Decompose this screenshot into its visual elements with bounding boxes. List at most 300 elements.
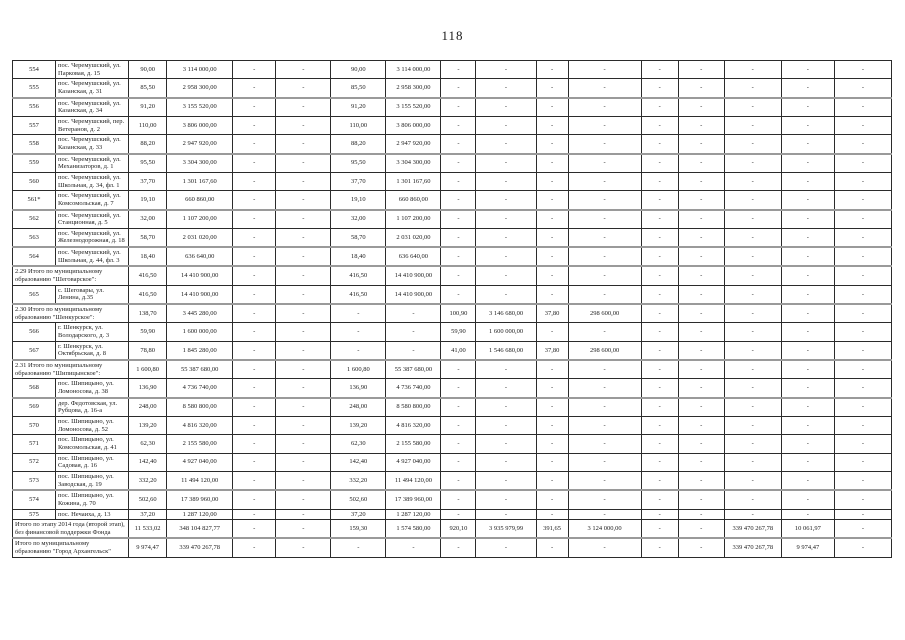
value-cell: - (276, 416, 331, 434)
value-cell: - (568, 379, 641, 398)
value-cell: - (834, 520, 891, 539)
value-cell: - (781, 416, 834, 434)
address-cell: пос. Черемушский, ул. Железнодорожная, д. 18 (56, 228, 129, 247)
value-cell: - (678, 509, 724, 520)
value-cell: - (678, 520, 724, 539)
value-cell: 19,10 (129, 191, 167, 210)
value-cell: 636 640,00 (167, 247, 233, 266)
value-cell: 136,90 (129, 379, 167, 398)
value-cell: - (568, 61, 641, 79)
value-cell: - (536, 116, 568, 134)
value-cell: - (781, 379, 834, 398)
value-cell: 85,50 (129, 79, 167, 98)
value-cell: - (781, 266, 834, 285)
value-cell: - (568, 435, 641, 453)
value-cell: - (233, 154, 276, 173)
table-row (13, 210, 892, 229)
value-cell: - (641, 285, 678, 304)
value-cell: - (233, 398, 276, 417)
value-cell: - (276, 341, 331, 360)
value-cell: - (641, 61, 678, 79)
value-cell: - (233, 98, 276, 117)
value-cell: - (441, 453, 476, 471)
value-cell: - (441, 416, 476, 434)
value-cell: 3 806 000,00 (167, 116, 233, 134)
value-cell: - (276, 304, 331, 323)
row-number-cell: 571 (13, 435, 56, 453)
value-cell: 142,40 (129, 453, 167, 471)
value-cell: 391,65 (536, 520, 568, 539)
value-cell: 2 947 920,00 (167, 135, 233, 154)
value-cell: - (678, 435, 724, 453)
value-cell: - (276, 323, 331, 341)
row-number-cell: 554 (13, 61, 56, 79)
value-cell: 58,70 (129, 228, 167, 247)
value-cell: - (276, 538, 331, 557)
value-cell: 90,00 (129, 61, 167, 79)
value-cell: - (834, 398, 891, 417)
value-cell: - (233, 285, 276, 304)
value-cell: 502,60 (331, 490, 386, 509)
value-cell: 8 580 800,00 (167, 398, 233, 417)
value-cell: - (476, 79, 536, 98)
value-cell: - (641, 490, 678, 509)
value-cell: - (781, 228, 834, 247)
value-cell: 1 845 280,00 (167, 341, 233, 360)
value-cell: - (641, 191, 678, 210)
value-cell: 17 389 960,00 (167, 490, 233, 509)
value-cell: 17 389 960,00 (386, 490, 441, 509)
address-cell: пос. Черемушский, ул. Парковая, д. 15 (56, 61, 129, 79)
table-row (13, 98, 892, 117)
value-cell: - (276, 435, 331, 453)
value-cell: 3 124 000,00 (568, 520, 641, 539)
value-cell: - (834, 435, 891, 453)
value-cell: 19,10 (331, 191, 386, 210)
page-number: 118 (441, 28, 464, 43)
value-cell: - (678, 116, 724, 134)
value-cell: - (678, 323, 724, 341)
value-cell: - (441, 210, 476, 229)
value-cell: - (678, 538, 724, 557)
value-cell: - (678, 191, 724, 210)
value-cell: 59,90 (441, 323, 476, 341)
value-cell: - (724, 61, 781, 79)
value-cell: 62,30 (331, 435, 386, 453)
value-cell: - (276, 285, 331, 304)
value-cell: - (641, 135, 678, 154)
value-cell: - (233, 360, 276, 379)
value-cell: - (536, 172, 568, 190)
table-row (13, 490, 892, 509)
value-cell: - (386, 304, 441, 323)
value-cell: - (276, 210, 331, 229)
value-cell: 85,50 (331, 79, 386, 98)
address-cell: с. Шеговары, ул. Ленина, д.35 (56, 285, 129, 304)
value-cell: - (476, 266, 536, 285)
value-cell: 1 600 000,00 (476, 323, 536, 341)
address-cell: пос. Шипицыно, ул. Заводская, д. 19 (56, 471, 129, 490)
value-cell: - (536, 247, 568, 266)
value-cell: - (386, 341, 441, 360)
value-cell: - (476, 172, 536, 190)
value-cell: - (724, 154, 781, 173)
value-cell: - (536, 285, 568, 304)
value-cell: - (233, 191, 276, 210)
value-cell: - (724, 453, 781, 471)
summary-label-cell: 2.30 Итого по муниципальному образованию "Шенкурское": (13, 304, 129, 323)
value-cell: - (678, 266, 724, 285)
value-cell: - (476, 247, 536, 266)
value-cell: - (536, 61, 568, 79)
value-cell: 11 494 120,00 (386, 471, 441, 490)
value-cell: 3 146 680,00 (476, 304, 536, 323)
value-cell: - (276, 266, 331, 285)
address-cell: пос. Черемушский, ул. Школьная, д. 44, фл. 3 (56, 247, 129, 266)
value-cell: - (781, 435, 834, 453)
value-cell: - (781, 471, 834, 490)
value-cell: - (678, 135, 724, 154)
value-cell: - (568, 509, 641, 520)
value-cell: - (441, 228, 476, 247)
address-cell: пос. Черемушский, пер. Ветеранов, д. 2 (56, 116, 129, 134)
value-cell: - (276, 490, 331, 509)
value-cell: - (781, 304, 834, 323)
value-cell: - (536, 323, 568, 341)
row-number-cell: 557 (13, 116, 56, 134)
value-cell: - (233, 453, 276, 471)
value-cell: - (678, 453, 724, 471)
value-cell: 1 600 000,00 (167, 323, 233, 341)
value-cell: - (781, 154, 834, 173)
value-cell: - (536, 490, 568, 509)
value-cell: - (724, 116, 781, 134)
value-cell: 1 600,80 (331, 360, 386, 379)
value-cell: - (641, 538, 678, 557)
value-cell: - (781, 341, 834, 360)
value-cell: - (568, 398, 641, 417)
summary-row (13, 538, 892, 557)
value-cell: - (568, 323, 641, 341)
value-cell: - (781, 453, 834, 471)
value-cell: - (331, 323, 386, 341)
table-row (13, 79, 892, 98)
value-cell: - (641, 471, 678, 490)
value-cell: - (641, 304, 678, 323)
value-cell: - (476, 538, 536, 557)
value-cell: 660 860,00 (386, 191, 441, 210)
table-row (13, 323, 892, 341)
row-number-cell: 559 (13, 154, 56, 173)
value-cell: - (441, 61, 476, 79)
value-cell: - (568, 210, 641, 229)
value-cell: - (233, 379, 276, 398)
row-number-cell: 565 (13, 285, 56, 304)
value-cell: - (834, 79, 891, 98)
value-cell: - (276, 79, 331, 98)
value-cell: - (678, 285, 724, 304)
value-cell: 136,90 (331, 379, 386, 398)
value-cell: 3 935 979,99 (476, 520, 536, 539)
address-cell: пос. Черемушский, ул. Казанская, д. 31 (56, 79, 129, 98)
value-cell: - (476, 98, 536, 117)
value-cell: 298 600,00 (568, 304, 641, 323)
table-row (13, 435, 892, 453)
value-cell: 10 061,97 (781, 520, 834, 539)
value-cell: - (724, 266, 781, 285)
value-cell: 3 304 300,00 (167, 154, 233, 173)
value-cell: - (536, 453, 568, 471)
value-cell: - (678, 228, 724, 247)
address-cell: пос. Шипицыно, ул. Комсомольская, д. 41 (56, 435, 129, 453)
table-row (13, 61, 892, 79)
table-row (13, 228, 892, 247)
value-cell: - (276, 172, 331, 190)
value-cell: - (834, 379, 891, 398)
value-cell: 139,20 (331, 416, 386, 434)
value-cell: 416,50 (129, 285, 167, 304)
value-cell: - (678, 61, 724, 79)
value-cell: - (536, 228, 568, 247)
value-cell: - (724, 379, 781, 398)
address-cell: пос. Черемушский, ул. Казанская, д. 34 (56, 98, 129, 117)
value-cell: 3 806 000,00 (386, 116, 441, 134)
value-cell: - (568, 172, 641, 190)
value-cell: - (568, 471, 641, 490)
value-cell: 339 470 267,78 (724, 520, 781, 539)
value-cell: 37,80 (536, 341, 568, 360)
value-cell: 3 304 300,00 (386, 154, 441, 173)
summary-row (13, 360, 892, 379)
value-cell: - (724, 285, 781, 304)
value-cell: - (233, 416, 276, 434)
value-cell: - (781, 191, 834, 210)
value-cell: 1 287 120,00 (167, 509, 233, 520)
value-cell: 91,20 (331, 98, 386, 117)
value-cell: - (724, 360, 781, 379)
value-cell: - (441, 79, 476, 98)
value-cell: - (781, 116, 834, 134)
value-cell: 416,50 (331, 285, 386, 304)
value-cell: 3 114 000,00 (386, 61, 441, 79)
value-cell: - (641, 323, 678, 341)
value-cell: - (678, 172, 724, 190)
value-cell: - (476, 210, 536, 229)
value-cell: - (536, 360, 568, 379)
value-cell: - (641, 116, 678, 134)
value-cell: 2 155 580,00 (167, 435, 233, 453)
address-cell: пос. Шипицыно, ул. Ломоносова, д. 52 (56, 416, 129, 434)
row-number-cell: 567 (13, 341, 56, 360)
value-cell: - (724, 398, 781, 417)
value-cell: 9 974,47 (781, 538, 834, 557)
value-cell: - (724, 172, 781, 190)
value-cell: - (834, 285, 891, 304)
value-cell: - (476, 360, 536, 379)
row-number-cell: 564 (13, 247, 56, 266)
value-cell: - (678, 490, 724, 509)
value-cell: - (641, 341, 678, 360)
value-cell: - (568, 154, 641, 173)
value-cell: - (834, 210, 891, 229)
value-cell: - (834, 509, 891, 520)
value-cell: 2 155 580,00 (386, 435, 441, 453)
value-cell: 9 974,47 (129, 538, 167, 557)
value-cell: 3 155 520,00 (167, 98, 233, 117)
value-cell: 55 387 680,00 (167, 360, 233, 379)
address-cell: пос. Шипицыно, ул. Кожина, д. 70 (56, 490, 129, 509)
value-cell: - (476, 228, 536, 247)
value-cell: - (476, 379, 536, 398)
value-cell: 339 470 267,78 (167, 538, 233, 557)
value-cell: - (276, 61, 331, 79)
address-cell: пос. Черемушский, ул. Станционная, д. 5 (56, 210, 129, 229)
value-cell: - (441, 398, 476, 417)
value-cell: - (678, 471, 724, 490)
value-cell: - (641, 509, 678, 520)
value-cell: 416,50 (129, 266, 167, 285)
value-cell: - (476, 285, 536, 304)
value-cell: 298 600,00 (568, 341, 641, 360)
value-cell: 95,50 (331, 154, 386, 173)
row-number-cell: 561* (13, 191, 56, 210)
value-cell: 1 600,80 (129, 360, 167, 379)
value-cell: - (834, 247, 891, 266)
value-cell: - (233, 61, 276, 79)
value-cell: - (233, 210, 276, 229)
value-cell: 88,20 (331, 135, 386, 154)
value-cell: - (724, 509, 781, 520)
row-number-cell: 570 (13, 416, 56, 434)
value-cell: 14 410 900,00 (386, 266, 441, 285)
value-cell: 1 546 680,00 (476, 341, 536, 360)
value-cell: - (441, 285, 476, 304)
value-cell: - (536, 98, 568, 117)
value-cell: 4 927 040,00 (167, 453, 233, 471)
value-cell: - (724, 490, 781, 509)
address-cell: пос. Шипицыно, ул. Ломоносова, д. 38 (56, 379, 129, 398)
value-cell: - (834, 61, 891, 79)
value-cell: 91,20 (129, 98, 167, 117)
value-cell: - (781, 61, 834, 79)
value-cell: - (568, 247, 641, 266)
value-cell: 62,30 (129, 435, 167, 453)
table-row (13, 172, 892, 190)
value-cell: - (781, 398, 834, 417)
value-cell: 41,00 (441, 341, 476, 360)
value-cell: 2 958 300,00 (167, 79, 233, 98)
summary-label-cell: 2.31 Итого по муниципальному образованию "Шипицынское": (13, 360, 129, 379)
value-cell: - (678, 247, 724, 266)
value-cell: - (641, 360, 678, 379)
value-cell: - (834, 154, 891, 173)
value-cell: - (276, 116, 331, 134)
value-cell: 3 155 520,00 (386, 98, 441, 117)
value-cell: 37,70 (129, 172, 167, 190)
value-cell: - (536, 398, 568, 417)
value-cell: - (568, 98, 641, 117)
value-cell: 37,20 (331, 509, 386, 520)
value-cell: 55 387 680,00 (386, 360, 441, 379)
value-cell: - (476, 490, 536, 509)
value-cell: - (476, 61, 536, 79)
table-row (13, 471, 892, 490)
value-cell: 14 410 900,00 (167, 266, 233, 285)
value-cell: - (568, 360, 641, 379)
value-cell: - (276, 135, 331, 154)
value-cell: - (641, 520, 678, 539)
value-cell: - (781, 490, 834, 509)
value-cell: - (568, 490, 641, 509)
value-cell: 1 301 167,60 (167, 172, 233, 190)
value-cell: - (441, 471, 476, 490)
value-cell: - (233, 538, 276, 557)
value-cell: - (536, 154, 568, 173)
address-cell: пос. Шипицыно, ул. Садовая, д. 16 (56, 453, 129, 471)
value-cell: 139,20 (129, 416, 167, 434)
value-cell: 142,40 (331, 453, 386, 471)
value-cell: - (641, 416, 678, 434)
value-cell: - (476, 509, 536, 520)
summary-label-cell: Итого по муниципальному образованию "Город Архангельск" (13, 538, 129, 557)
summary-row (13, 304, 892, 323)
value-cell: - (476, 191, 536, 210)
value-cell: - (441, 435, 476, 453)
value-cell: 4 816 320,00 (167, 416, 233, 434)
value-cell: - (641, 154, 678, 173)
value-cell: - (641, 228, 678, 247)
value-cell: - (724, 79, 781, 98)
row-number-cell: 573 (13, 471, 56, 490)
value-cell: - (724, 247, 781, 266)
value-cell: 332,20 (129, 471, 167, 490)
address-cell: г. Шенкурск, ул. Октябрьская, д. 8 (56, 341, 129, 360)
value-cell: - (781, 247, 834, 266)
value-cell: - (781, 285, 834, 304)
value-cell: - (276, 247, 331, 266)
value-cell: - (834, 135, 891, 154)
value-cell: 248,00 (129, 398, 167, 417)
value-cell: - (834, 323, 891, 341)
value-cell: - (233, 341, 276, 360)
value-cell: - (641, 247, 678, 266)
value-cell: - (641, 98, 678, 117)
value-cell: - (834, 416, 891, 434)
value-cell: - (834, 172, 891, 190)
value-cell: - (781, 98, 834, 117)
table-row (13, 379, 892, 398)
row-number-cell: 562 (13, 210, 56, 229)
row-number-cell: 563 (13, 228, 56, 247)
summary-label-cell: 2.29 Итого по муниципальному образованию "Шеговарское": (13, 266, 129, 285)
value-cell: - (233, 228, 276, 247)
value-cell: - (276, 520, 331, 539)
table-row (13, 416, 892, 434)
value-cell: 14 410 900,00 (386, 285, 441, 304)
value-cell: - (641, 379, 678, 398)
value-cell: 248,00 (331, 398, 386, 417)
table-row (13, 247, 892, 266)
value-cell: - (441, 135, 476, 154)
value-cell: - (781, 509, 834, 520)
value-cell: - (233, 116, 276, 134)
value-cell: - (568, 79, 641, 98)
value-cell: 332,20 (331, 471, 386, 490)
value-cell: 18,40 (331, 247, 386, 266)
value-cell: - (834, 538, 891, 557)
value-cell: - (678, 379, 724, 398)
value-cell: 1 287 120,00 (386, 509, 441, 520)
